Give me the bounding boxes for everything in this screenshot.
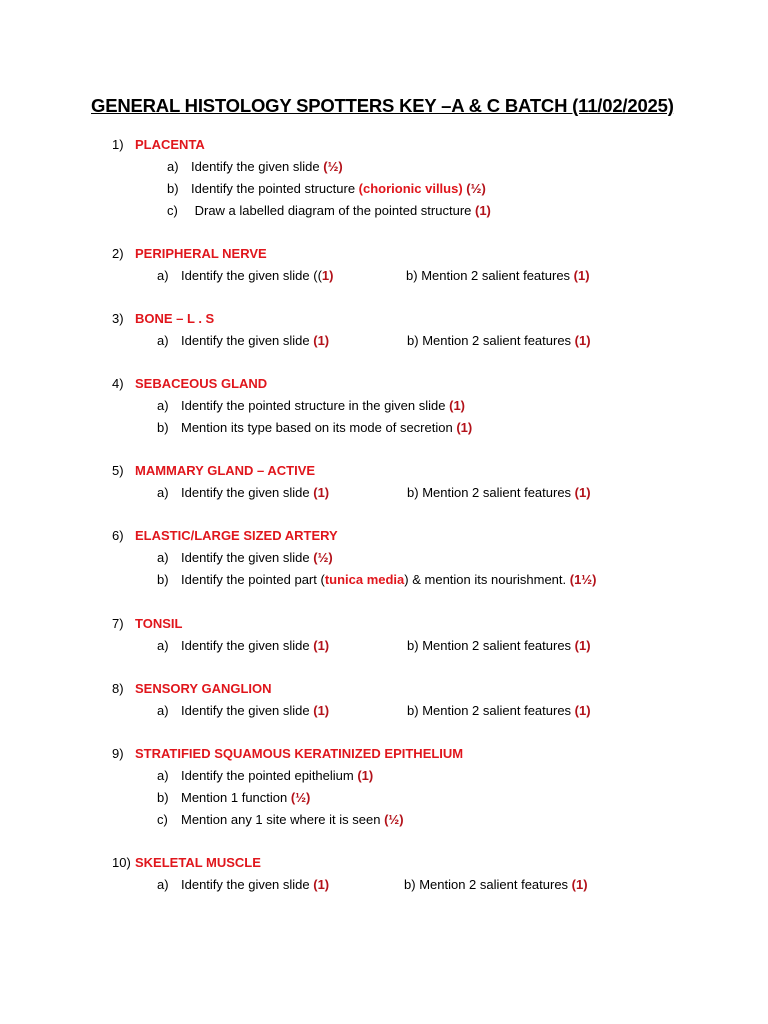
- sub-question: b) Mention 2 salient features (1): [407, 333, 591, 348]
- question-title: TONSIL: [135, 616, 183, 631]
- question-number: 6): [112, 528, 124, 543]
- sub-question: a) Identify the given slide (½): [167, 159, 343, 174]
- sub-question: b) Mention 2 salient features (1): [404, 877, 588, 892]
- sub-question: b) Mention 2 salient features (1): [406, 268, 590, 283]
- question-number: 9): [112, 746, 124, 761]
- sub-question: a) Identify the pointed epithelium (1): [157, 768, 374, 783]
- sub-question: a) Identify the given slide (½): [157, 550, 333, 565]
- question-title: SKELETAL MUSCLE: [135, 855, 261, 870]
- sub-question: a) Identify the given slide ((1): [157, 268, 334, 283]
- question-title: SENSORY GANGLION: [135, 681, 272, 696]
- sub-question: b) Mention its type based on its mode of secretion (1): [157, 420, 473, 435]
- sub-question: a) Identify the given slide (1): [157, 703, 330, 718]
- question-number: 10): [112, 855, 131, 870]
- question-title: ELASTIC/LARGE SIZED ARTERY: [135, 528, 338, 543]
- sub-question: b) Mention 1 function (½): [157, 790, 311, 805]
- question-title: SEBACEOUS GLAND: [135, 376, 268, 391]
- question-number: 2): [112, 246, 124, 261]
- sub-question: c) Draw a labelled diagram of the pointed structure (1): [167, 203, 491, 218]
- question-title: PERIPHERAL NERVE: [135, 246, 267, 261]
- question-number: 4): [112, 376, 124, 391]
- sub-question: a) Identify the given slide (1): [157, 638, 330, 653]
- sub-question: a) Identify the given slide (1): [157, 485, 330, 500]
- sub-question: c) Mention any 1 site where it is seen (½): [157, 812, 404, 827]
- question-number: 3): [112, 311, 124, 326]
- sub-question: a) Identify the pointed structure in the given slide (1): [157, 398, 465, 413]
- page-title: GENERAL HISTOLOGY SPOTTERS KEY –A & C BATCH (11/02/2025): [91, 95, 674, 116]
- sub-question: b) Mention 2 salient features (1): [407, 485, 591, 500]
- question-number: 5): [112, 463, 124, 478]
- sub-question: a) Identify the given slide (1): [157, 877, 330, 892]
- question-number: 7): [112, 616, 124, 631]
- sub-question: b) Identify the pointed structure (chorionic villus) (½): [167, 181, 486, 196]
- sub-question: b) Mention 2 salient features (1): [407, 638, 591, 653]
- question-title: PLACENTA: [135, 137, 205, 152]
- question-title: BONE – L . S: [135, 311, 215, 326]
- sub-question: a) Identify the given slide (1): [157, 333, 330, 348]
- question-number: 8): [112, 681, 124, 696]
- question-number: 1): [112, 137, 124, 152]
- question-title: MAMMARY GLAND – ACTIVE: [135, 463, 316, 478]
- sub-question: b) Mention 2 salient features (1): [407, 703, 591, 718]
- sub-question: b) Identify the pointed part (tunica media) & mention its nourishment. (1½): [157, 572, 597, 587]
- question-title: STRATIFIED SQUAMOUS KERATINIZED EPITHELIUM: [135, 746, 464, 761]
